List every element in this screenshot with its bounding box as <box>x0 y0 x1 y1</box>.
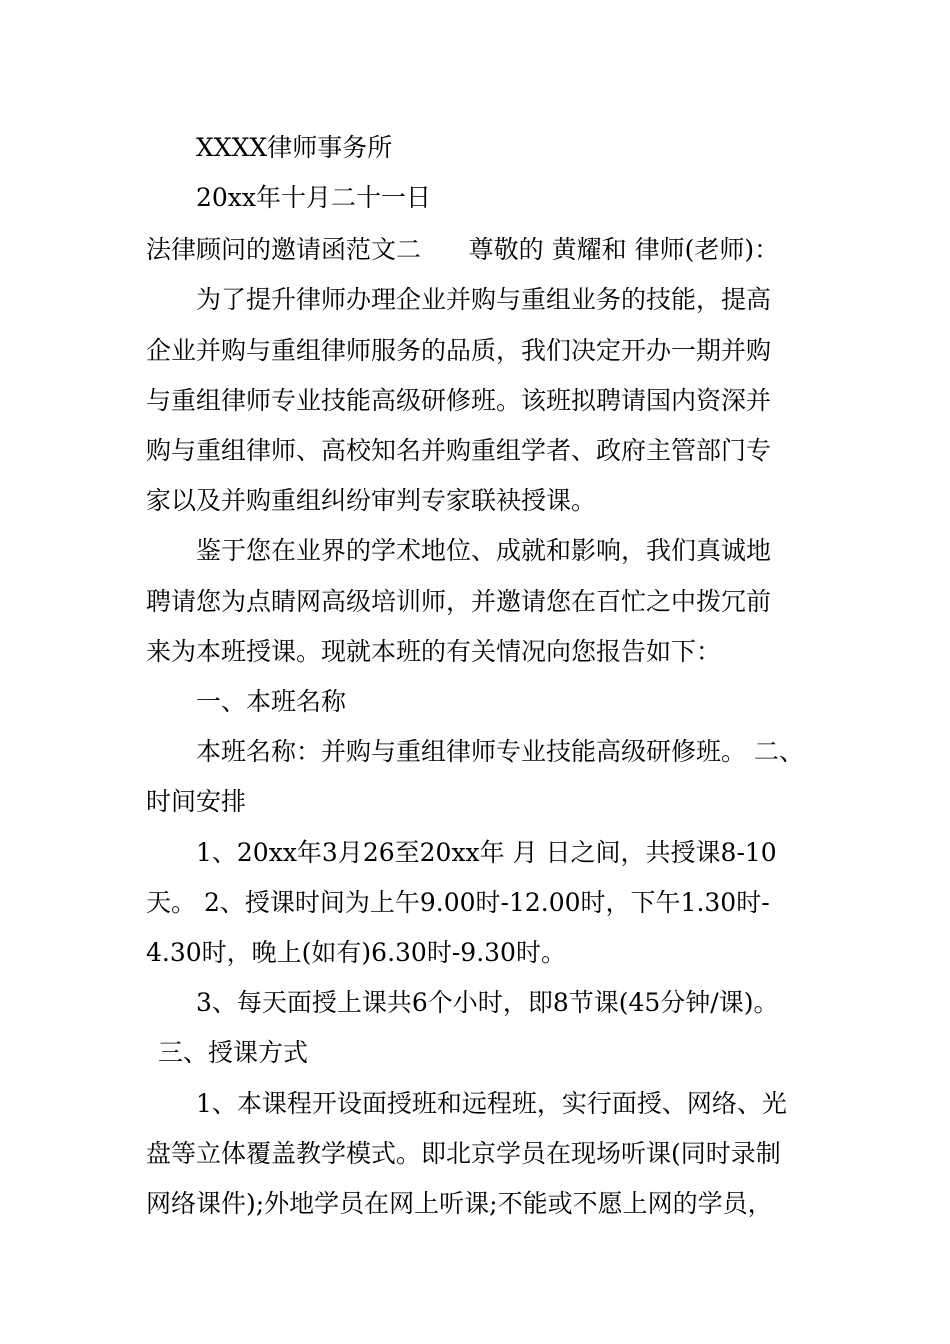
text-line: 企业并购与重组律师服务的品质，我们决定开办一期并购 <box>146 336 772 365</box>
text-line: 鉴于您在业界的学术地位、成就和影响，我们真诚地 <box>196 536 772 565</box>
text-line: 与重组律师专业技能高级研修班。该班拟聘请国内资深并 <box>146 386 772 415</box>
section-heading: 三、授课方式 <box>158 1038 309 1067</box>
text-line: 盘等立体覆盖教学模式。即北京学员在现场听课(同时录制 <box>146 1139 781 1168</box>
text-line: 购与重组律师、高校知名并购重组学者、政府主管部门专 <box>146 436 772 465</box>
text-line: 本班名称：并购与重组律师专业技能高级研修班。 二、 <box>196 737 804 766</box>
text-line: 4.30时，晚上(如有)6.30时-9.30时。 <box>146 938 566 967</box>
section-heading: 一、本班名称 <box>196 687 347 716</box>
text-line: 1、本课程开设面授班和远程班，实行面授、网络、光 <box>196 1089 787 1118</box>
title-salutation: 法律顾问的邀请函范文二 尊敬的 黄耀和 律师(老师)： <box>146 235 780 264</box>
firm-name: XXXX律师事务所 <box>196 133 393 162</box>
text-line: 为了提升律师办理企业并购与重组业务的技能，提高 <box>196 285 772 314</box>
text-line: 3、每天面授上课共6个小时，即8节课(45分钟/课)。 <box>196 988 779 1017</box>
text-line: 家以及并购重组纠纷审判专家联袂授课。 <box>146 486 597 515</box>
text-line: 来为本班授课。现就本班的有关情况向您报告如下： <box>146 637 722 666</box>
date-line: 20xx年十月二十一日 <box>196 183 432 212</box>
text-line: 聘请您为点睛网高级培训师，并邀请您在百忙之中拨冗前 <box>146 587 772 616</box>
section-heading: 时间安排 <box>146 787 247 816</box>
text-line: 网络课件);外地学员在网上听课;不能或不愿上网的学员， <box>146 1189 773 1218</box>
text-line: 1、20xx年3月26至20xx年 月 日之间，共授课8-10 <box>196 838 777 867</box>
text-line: 天。 2、授课时间为上午9.00时-12.00时，下午1.30时- <box>146 888 770 917</box>
